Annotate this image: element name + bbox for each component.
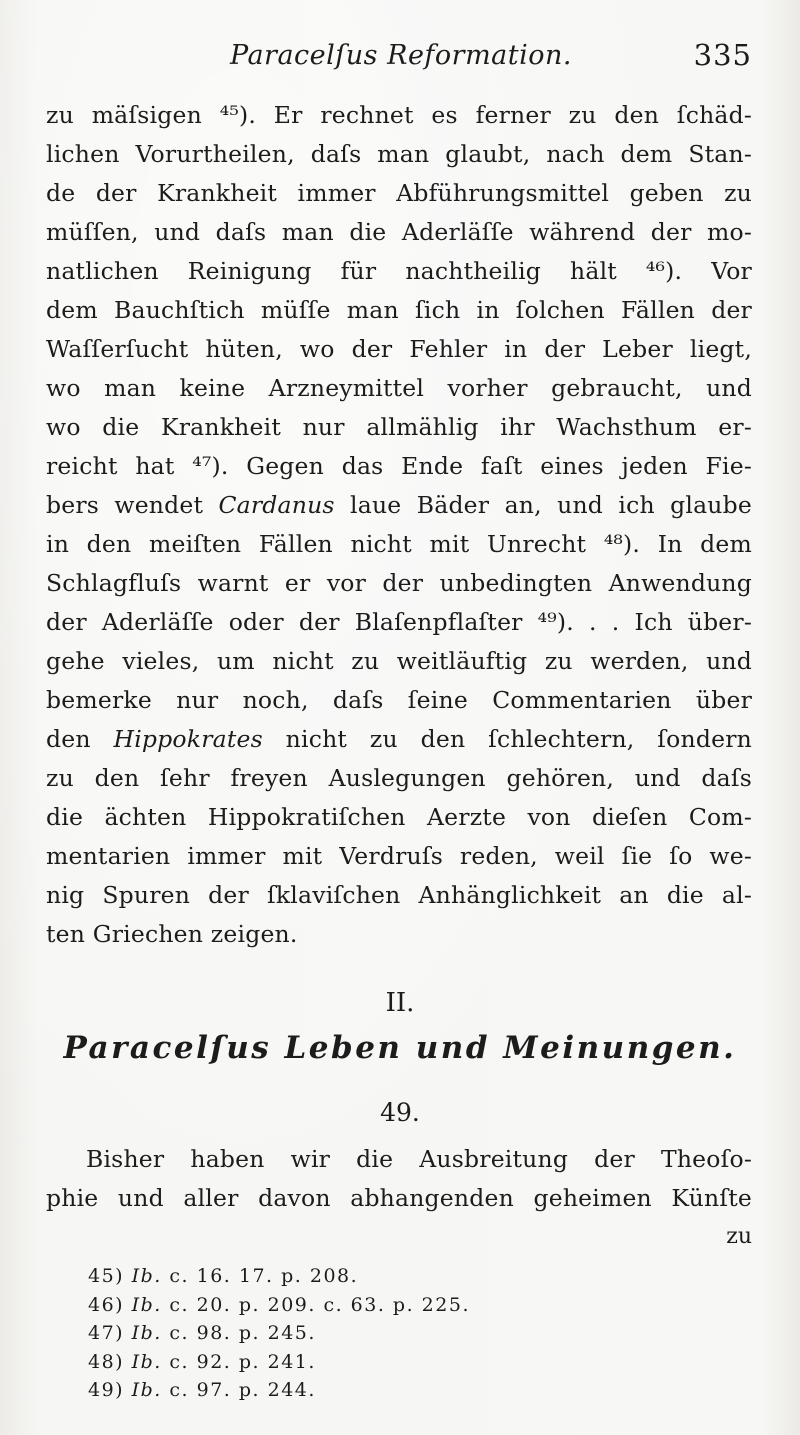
text-line: müſſen, und daſs man die Aderläſſe während der mo- [46,218,752,246]
paragraph-number: 49. [380,1098,420,1127]
text-line: Bisher haben wir die Ausbreitung der Theoſo- [86,1145,752,1173]
text-line: nig Spuren der ſklaviſchen Anhänglichkeit an die al- [46,881,752,909]
text-line: zu den ſehr freyen Auslegungen gehören, und daſs [46,764,752,792]
catchword: zu [726,1224,752,1249]
footnotes [88,1262,688,1405]
text-line: der Aderläſſe oder der Blaſenpflaſter ⁴⁹). . . Ich über- [46,608,752,636]
text-line: de der Krankheit immer Abführungsmittel geben zu [46,179,752,207]
text-line: bemerke nur noch, daſs ſeine Commentarien über [46,686,752,714]
text-line: Schlagfluſs warnt er vor der unbedingten Anwendung [46,569,752,597]
text-line: dem Bauchſtich müſſe man ſich in ſolchen Fällen der [46,296,752,324]
footnote: 45) Ib. c. 16. 17. p. 208. [88,1265,359,1287]
text-line: lichen Vorurtheilen, daſs man glaubt, nach dem Stan- [46,140,752,168]
text-line: zu mäſsigen ⁴⁵). Er rechnet es ferner zu den ſchäd- [46,101,752,129]
text-line: Waſſerſucht hüten, wo der Fehler in der Leber liegt, [46,335,752,363]
running-head [40,38,752,78]
text-line: mentarien immer mit Verdruſs reden, weil ſie ſo we- [46,842,752,870]
text-line: den Hippokrates nicht zu den ſchlechtern, ſondern [46,725,752,753]
section-title: Paracelſus Leben und Meinungen. [63,1030,737,1066]
text-line: wo die Krankheit nur allmählig ihr Wachsthum er- [46,413,752,441]
text-line: ten Griechen zeigen. [46,920,298,948]
text-line: natlichen Reinigung für nachtheilig hält ⁴⁶). Vor [46,257,752,285]
section-number: II. [385,988,415,1018]
section-body-text [46,1140,752,1218]
text-line: wo man keine Arzneymittel vorher gebraucht, und [46,374,752,402]
text-line: in den meiſten Fällen nicht mit Unrecht ⁴⁸). In dem [46,530,752,558]
page-number: 335 [693,38,752,72]
footnote: 47) Ib. c. 98. p. 245. [88,1322,316,1344]
text-line: reicht hat ⁴⁷). Gegen das Ende faſt eines jeden Fie- [46,452,752,480]
footnote: 49) Ib. c. 97. p. 244. [88,1379,316,1401]
text-line: phie und aller davon abhangenden geheimen Künſte [46,1184,752,1212]
text-line: die ächten Hippokratiſchen Aerzte von dieſen Com- [46,803,752,831]
running-head-title: Paracelſus Reformation. [230,40,572,71]
text-line: gehe vieles, um nicht zu weitläuftig zu werden, und [46,647,752,675]
text-line: bers wendet Cardanus laue Bäder an, und ich glaube [46,491,752,519]
footnote: 48) Ib. c. 92. p. 241. [88,1350,316,1373]
body-text [46,96,752,954]
footnote: 46) Ib. c. 20. p. 209. c. 63. p. 225. [88,1293,470,1316]
